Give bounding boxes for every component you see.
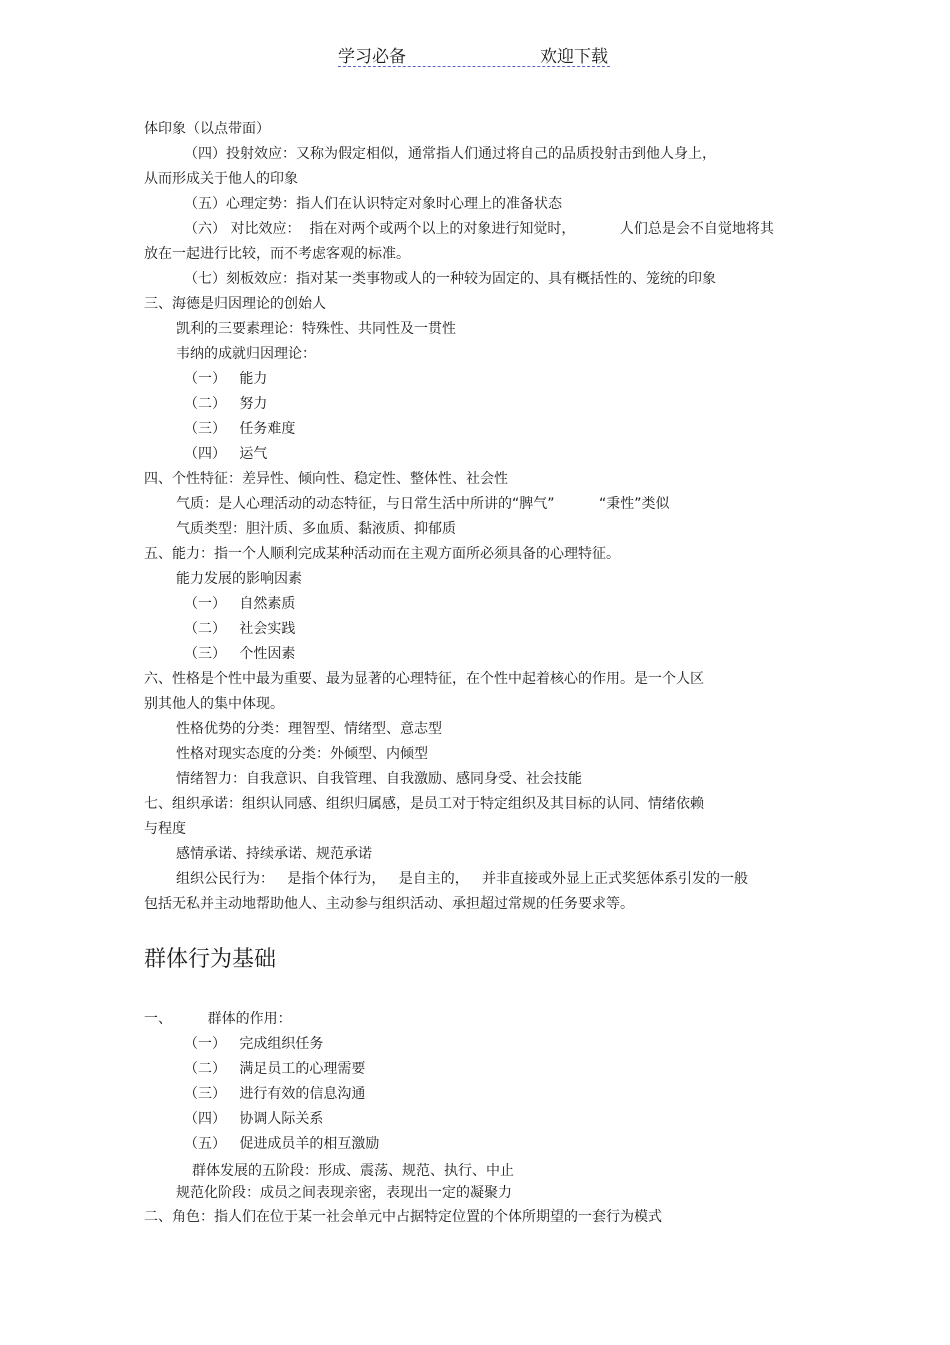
text-line: 从而形成关于他人的印象 [144, 171, 298, 187]
text-line: （三） 进行有效的信息沟通 [184, 1086, 366, 1102]
text-line: （一） 自然素质 [184, 596, 296, 612]
text-line: 感情承诺、持续承诺、规范承诺 [176, 846, 372, 862]
text-line: 三、海德是归因理论的创始人 [144, 296, 326, 312]
text-line: （七）刻板效应：指对某一类事物或人的一种较为固定的、具有概括性的、笼统的印象 [184, 271, 716, 287]
text-line: （一） 能力 [184, 371, 268, 387]
text-line: 气质：是人心理活动的动态特征，与日常生活中所讲的“脾气” “秉性”类似 [176, 496, 670, 512]
header-left-text: 学习必备 [338, 47, 406, 67]
text-line: 性格优势的分类：理智型、情绪型、意志型 [176, 721, 442, 737]
text-line: 二、角色：指人们在位于某一社会单元中占据特定位置的个体所期望的一套行为模式 [144, 1209, 662, 1225]
text-line: （二） 社会实践 [184, 621, 296, 637]
text-line: （五）心理定势：指人们在认识特定对象时心理上的准备状态 [184, 196, 562, 212]
text-line: 与程度 [144, 821, 186, 837]
text-line: 体印象（以点带面） [144, 121, 270, 137]
text-line: 组织公民行为： 是指个体行为， 是自主的， 并非直接或外显上正式奖惩体系引发的一般 [176, 871, 749, 887]
text-line: 一、 群体的作用： [144, 1011, 292, 1027]
text-line: （五） 促进成员羊的相互激励 [184, 1136, 380, 1152]
text-line: 群体发展的五阶段：形成、震荡、规范、执行、中止 [192, 1163, 514, 1179]
text-line: 情绪智力：自我意识、自我管理、自我激励、感同身受、社会技能 [176, 771, 582, 787]
text-line: （三） 任务难度 [184, 421, 296, 437]
section-title: 群体行为基础 [144, 947, 277, 972]
text-line: （六） 对比效应： 指在对两个或两个以上的对象进行知觉时， 人们总是会不自觉地将其 [184, 221, 774, 237]
text-line: 气质类型：胆汁质、多血质、黏液质、抑郁质 [176, 521, 456, 537]
text-line: 性格对现实态度的分类：外倾型、内倾型 [176, 746, 428, 762]
text-line: 凯利的三要素理论：特殊性、共同性及一贯性 [176, 321, 456, 337]
text-line: 包括无私并主动地帮助他人、主动参与组织活动、承担超过常规的任务要求等。 [144, 896, 634, 912]
text-line: 四、个性特征：差异性、倾向性、稳定性、整体性、社会性 [144, 471, 508, 487]
text-line: （四） 运气 [184, 446, 268, 462]
text-line: （三） 个性因素 [184, 646, 296, 662]
text-line: （二） 努力 [184, 396, 268, 412]
text-line: 韦纳的成就归因理论： [176, 346, 316, 362]
page-header [338, 40, 610, 67]
text-line: 七、组织承诺：组织认同感、组织归属感，是员工对于特定组织及其目标的认同、情绪依赖 [144, 796, 704, 812]
text-line: 六、性格是个性中最为重要、最为显著的心理特征，在个性中起着核心的作用。是一个人区 [144, 671, 704, 687]
text-line: （四） 协调人际关系 [184, 1111, 324, 1127]
header-right-text: 欢迎下载 [540, 47, 608, 67]
text-line: 规范化阶段：成员之间表现亲密，表现出一定的凝聚力 [176, 1185, 512, 1201]
text-line: （四）投射效应：又称为假定相似，通常指人们通过将自己的品质投射击到他人身上， [184, 146, 716, 162]
text-line: （二） 满足员工的心理需要 [184, 1061, 366, 1077]
text-line: 别其他人的集中体现。 [144, 696, 284, 712]
text-line: 五、能力：指一个人顺利完成某种活动而在主观方面所必须具备的心理特征。 [144, 546, 620, 562]
text-line: 能力发展的影响因素 [176, 571, 302, 587]
text-line: （一） 完成组织任务 [184, 1036, 324, 1052]
text-line: 放在一起进行比较，而不考虑客观的标准。 [144, 246, 410, 262]
